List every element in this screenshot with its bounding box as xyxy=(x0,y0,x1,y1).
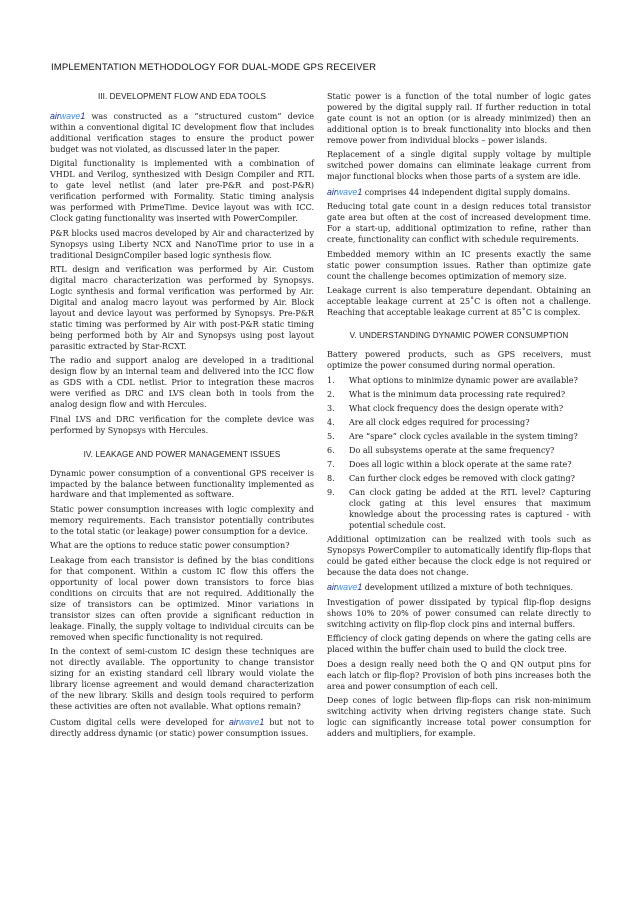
paragraph: Battery powered products, such as GPS receivers, must optimize the power consumed during normal operation. xyxy=(327,350,591,370)
running-title: IMPLEMENTATION METHODOLOGY FOR DUAL-MODE GPS RECEIVER xyxy=(51,62,377,73)
paragraph: Leakage current is also temperature dependant. Obtaining an acceptable leakage current at 25˚C is often not a challenge. Reaching that acceptable leakage current at 85˚C is complex. xyxy=(327,286,591,318)
paragraph: Digital functionality is implemented with a combination of VHDL and Verilog, synthesized with Design Compiler and RTL to gate level netlist (and later pre-P&R and post-P&R) verification performed with Formality. Static timing analysis was performed with PrimeTime. Device layout was with ICC. Clock gating functionality was inserted with PowerCompiler. xyxy=(50,159,314,224)
paragraph: Static power is a function of the total number of logic gates powered by the digital supply rail. If further reduction in total gate count is not an option (or is already minimized) then an additional option is to break functionality into blocks and then remove power from individual blocks – power islands. xyxy=(327,92,591,145)
paragraph: Leakage from each transistor is defined by the bias conditions for that component. Within a custom IC flow this offers the opportunity of local power down transistors to force bias conditions on circuits that are not required. Additionally the size of transistors can be optimized. Minor variations in transistor sizes can often provide a significant reduction in leakage. Finally, the supply voltage to individual circuits can be removed when specific functionality is not required. xyxy=(50,556,314,642)
paragraph: What are the options to reduce static power consumption? xyxy=(50,541,290,551)
list-item: 2. What is the minimum data processing rate required? xyxy=(327,389,566,399)
left-column xyxy=(50,92,314,743)
paragraph: airwave1 comprises 44 independent digital supply domains. xyxy=(327,186,571,197)
list-item: 4. Are all clock edges required for processing? xyxy=(327,417,530,427)
paragraph: airwave1 development utilized a mixture of both techniques. xyxy=(327,582,574,593)
section-heading-dynamic-power: V. UNDERSTANDING DYNAMIC POWER CONSUMPTION xyxy=(349,331,569,341)
right-column xyxy=(327,92,591,744)
paragraph: Does a design really need both the Q and QN output pins for each latch or flip-flop? Provision of both pins increases both the area and power consumption of each cell. xyxy=(327,659,591,691)
question-list xyxy=(327,376,591,532)
list-item: 7. Does all logic within a block operate at the same rate? xyxy=(327,459,572,469)
list-item: 9. Can clock gating be added at the RTL level? Capturing clock gating at this level ensures that maximum knowledge about the processing rates is captured - with potential schedule cost. xyxy=(327,487,591,530)
paragraph: Deep cones of logic between flip-flops can risk non-minimum switching activity when driving registers change state. Such logic can significantly increase total power consumption for adders and multipliers, for example. xyxy=(327,696,591,739)
section-heading-development-flow: III. DEVELOPMENT FLOW AND EDA TOOLS xyxy=(97,92,267,101)
paragraph: The radio and support analog are developed in a traditional design flow by an internal team and delivered into the ICC flow as GDS with a CDL netlist. Prior to integration these macros were verified as DRC and LVS clean both in tools from the analog design flow and with Hercules. xyxy=(50,356,314,410)
paragraph: Replacement of a single digital supply voltage by multiple switched power domains can eliminate leakage current from major functional blocks when those parts of a system are idle. xyxy=(327,150,591,182)
list-item: 8. Can further clock edges be removed with clock gating? xyxy=(327,473,575,483)
list-item: 6. Do all subsystems operate at the same frequency? xyxy=(327,445,555,455)
paragraph: In the context of semi-custom IC design these techniques are not directly available. The opportunity to change transistor sizing for an existing standard cell library would violate the library license agreement and would demand characterization of the new library. Skills and design tools required to perform these activities are often not available. What options remain? xyxy=(50,647,314,711)
airwave1-logo: airwave1 xyxy=(229,716,265,727)
airwave1-logo: airwave1 xyxy=(327,582,363,593)
paragraph: Investigation of power dissipated by typical flip-flop designs shows 10% to 20% of power consumed can relate directly to switching activity on flip-flop clock pins and internal buffers. xyxy=(327,597,591,629)
paragraph: Final LVS and DRC verification for the complete device was performed by Synopsys with Hercules. xyxy=(50,414,314,435)
list-item: 5. Are “spare” clock cycles available in the system timing? xyxy=(327,431,578,441)
section-heading-leakage-power: IV. LEAKAGE AND POWER MANAGEMENT ISSUES xyxy=(83,449,281,459)
paragraph: Embedded memory within an IC presents exactly the same static power consumption issues. Rather than optimize gate count the challenge becomes optimization of memory size. xyxy=(327,249,591,281)
paragraph: Efficiency of clock gating depends on where the gating cells are placed within the buffer chain used to build the clock tree. xyxy=(327,634,591,655)
paragraph: RTL design and verification was performed by Air. Custom digital macro characterization was performed by Synopsys. Logic synthesis and formal verification was performed by Air. Digital and analog macro layout was performed by Air. Block layout and device layout was performed by Synopsys. Pre-P&R static timing was performed by Air with post-P&R static timing being performed both by Air and Synopsys using post layout parasitic extracted by Star-RCXT. xyxy=(50,265,314,351)
airwave1-logo: airwave1 xyxy=(327,186,363,197)
paragraph: Custom digital cells were developed for airwave1 but not to directly address dynamic (or static) power consumption issues. xyxy=(50,716,314,738)
paragraph: Reducing total gate count in a design reduces total transistor gate area but often at the cost of increased development time. For a start-up, additional optimization to refine, rather than create, functionality can conflict with schedule requirements. xyxy=(327,202,591,245)
paragraph: Additional optimization can be realized with tools such as Synopsys PowerCompiler to automatically identify flip-flops that could be gated either because the clock edge is not required or because the data does not change. xyxy=(327,534,591,577)
paragraph: Dynamic power consumption of a conventional GPS receiver is impacted by the balance between functionality implemented as hardware and that implemented as software. xyxy=(50,468,314,500)
list-item: 1. What options to minimize dynamic power are available? xyxy=(327,375,578,385)
list-item: 3. What clock frequency does the design operate with? xyxy=(327,403,564,413)
paragraph: P&R blocks used macros developed by Air and characterized by Synopsys using Liberty NCX and NanoTime prior to use in a traditional DesignCompiler based logic synthesis flow. xyxy=(50,228,314,260)
airwave1-logo: airwave1 xyxy=(50,110,86,121)
paragraph: Static power consumption increases with logic complexity and memory requirements. Each transistor potentially contributes to the total static (or leakage) power consumption for a device. xyxy=(50,505,314,536)
paragraph: airwave1 was constructed as a “structured custom” device within a conventional digital IC development flow that includes additional verification stages to ensure the product power budget was not violated, as discussed later in the paper. xyxy=(50,110,314,154)
